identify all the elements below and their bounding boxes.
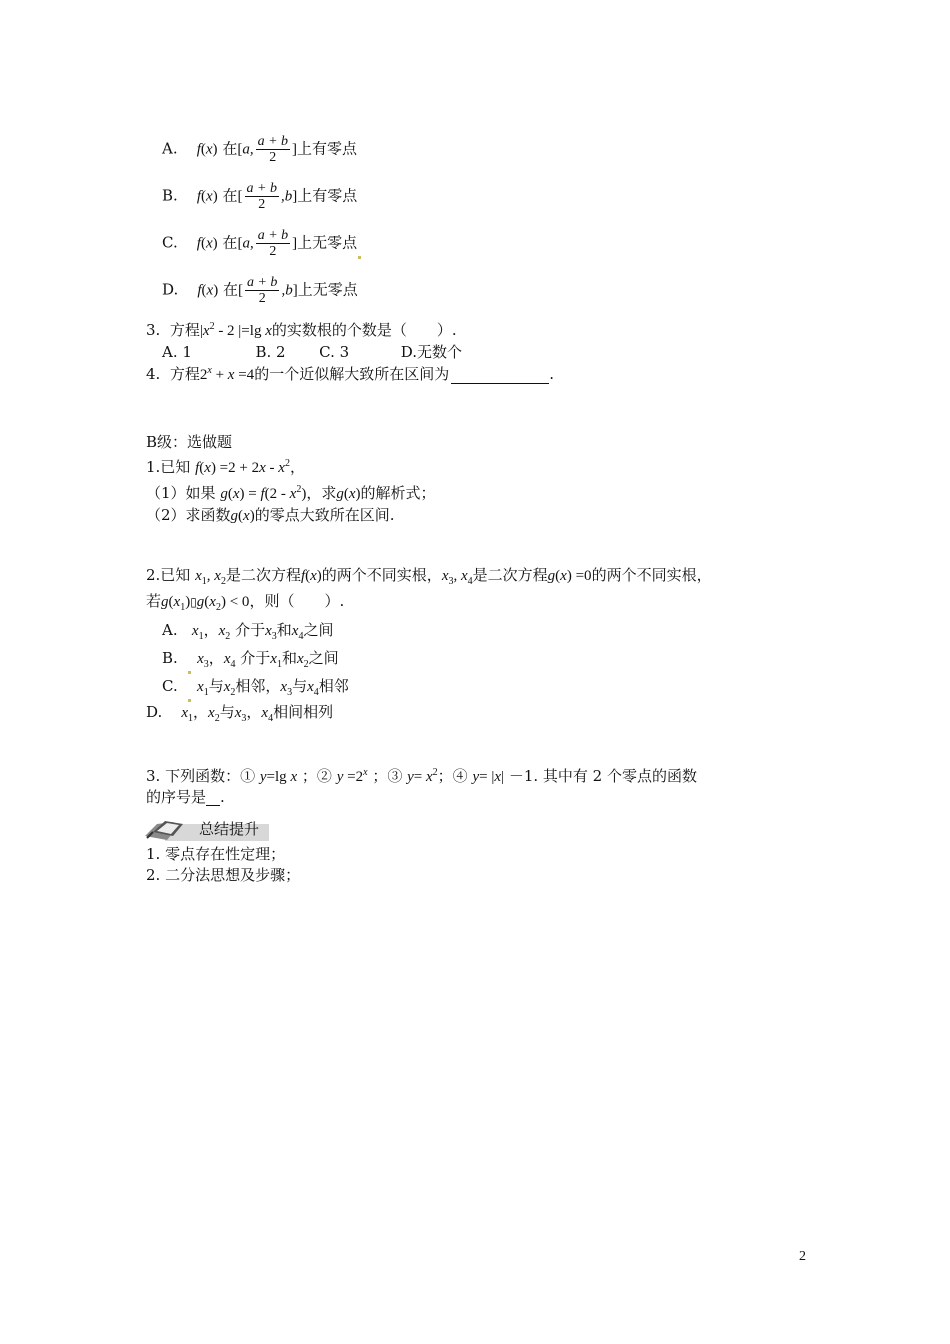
scan-mark bbox=[188, 671, 191, 674]
option-b: B. f(x) 在[ $\frac{a + b}{2}$ ,b]上有零点 bbox=[162, 181, 358, 212]
scan-mark bbox=[358, 256, 361, 259]
b-question-2-option-d: D. $x_1$，$x_2$与$x_3$，$x_4$相间相列 bbox=[146, 703, 334, 724]
question-3: 3. 方程$|x^2 - 2$ |=lg x的实数根的个数是（ ）. bbox=[146, 321, 457, 339]
page-number: 2 bbox=[799, 1249, 806, 1264]
answer-blank bbox=[206, 791, 220, 806]
option-c: C. f(x) 在[a, $\frac{a + b}{2}$ ]上无零点 bbox=[162, 228, 362, 259]
b-question-2: 2.已知 $x_1$, $x_2$是二次方程f(x)的两个不同实根，$x_3$, $x_4$是二次方程g(x) =0的两个不同实根， bbox=[146, 566, 712, 587]
b-question-1-part-1: （1）如果 $g(x) = f(2 - x^2)$，求g(x)的解析式； bbox=[146, 484, 436, 502]
scan-mark bbox=[188, 699, 191, 702]
summary-title: 总结提升 bbox=[199, 820, 260, 838]
b-question-3: 3. 下列函数：① y=lg x ；② $y =2^x$ ；③ $y= x^2$；④ y= |x| －1. 其中有 2 个零点的函数 bbox=[146, 767, 697, 785]
b-question-2-line-2: 若$g(x_1)▯g(x_2) < 0$，则（ ）. bbox=[146, 592, 345, 613]
option-a: A. f(x) 在[a, $\frac{a + b}{2}$ ]上有零点 bbox=[162, 134, 358, 165]
summary-item-1: 1. 零点存在性定理； bbox=[146, 845, 286, 863]
summary-item-2: 2. 二分法思想及步骤； bbox=[146, 866, 301, 884]
b-question-2-option-c: C. $x_1$与$x_2$相邻，$x_3$与$x_4$相邻 bbox=[162, 677, 349, 702]
question-4: 4. 方程$2^x + x =4$的一个近似解大致所在区间为 . bbox=[146, 365, 554, 383]
b-question-3-line-2: 的序号是 . bbox=[146, 788, 225, 806]
question-3-choices: A. 1 B. 2 C. 3 D.无数个 bbox=[162, 343, 463, 361]
b-question-1-part-2: （2）求函数g(x)的零点大致所在区间. bbox=[146, 506, 395, 524]
option-d: D. f(x) 在[ $\frac{a + b}{2}$ ,b]上无零点 bbox=[162, 275, 358, 306]
b-question-1: 1.已知 $f(x) =2 + 2x - x^2$， bbox=[146, 458, 305, 476]
section-b-header: B级：选做题 bbox=[146, 433, 233, 451]
summary-banner bbox=[143, 818, 271, 842]
b-question-2-option-b: B. $x_3$，$x_4$ 介于$x_1$和$x_2$之间 bbox=[162, 649, 339, 674]
b-question-2-option-a: A. $x_1$，$x_2$ 介于$x_3$和$x_4$之间 bbox=[162, 621, 334, 642]
answer-blank bbox=[451, 369, 549, 384]
